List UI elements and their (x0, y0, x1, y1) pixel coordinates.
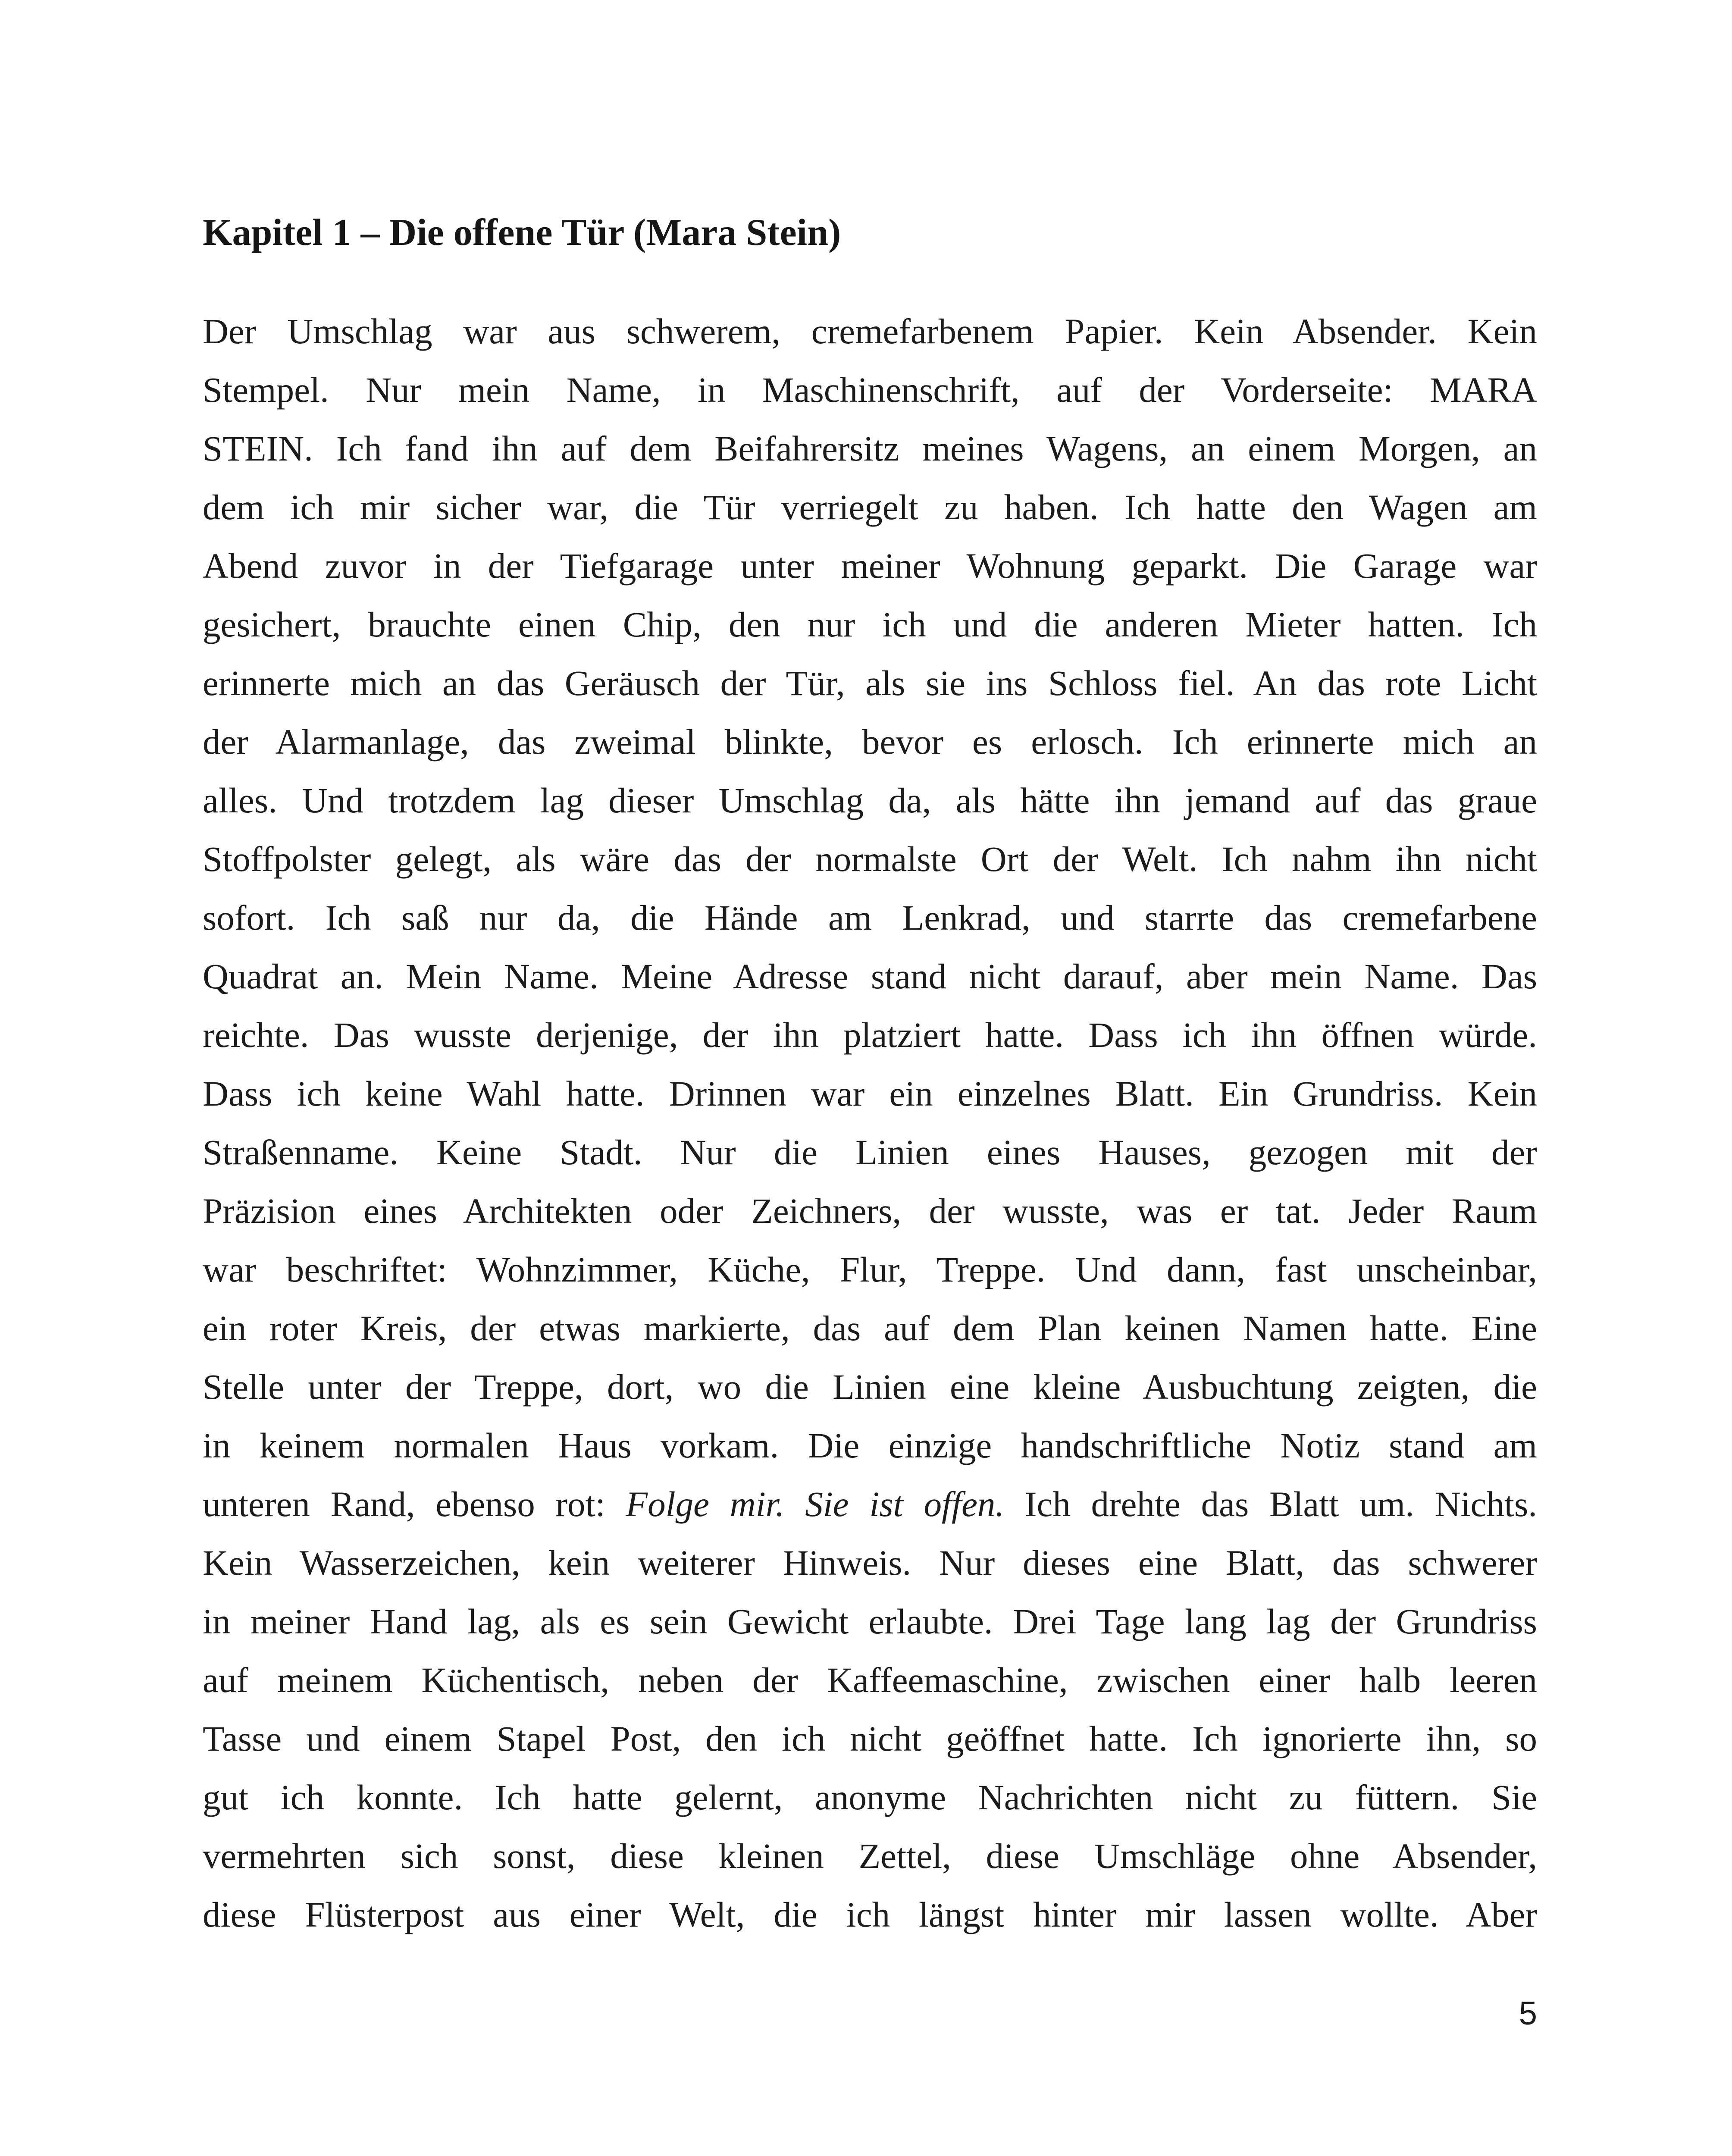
text-line: war beschriftet: Wohnzimmer, Küche, Flur, Treppe. Und dann, fast unscheinbar, (203, 1250, 1537, 1289)
text-line: dem ich mir sicher war, die Tür verriegelt zu haben. Ich hatte den Wagen am (203, 487, 1537, 527)
text-line: Kein Wasserzeichen, kein weiterer Hinweis. Nur dieses eine Blatt, das schwerer (203, 1543, 1537, 1583)
page-number: 5 (1519, 1995, 1537, 2032)
text-line: Der Umschlag war aus schwerem, cremefarbenem Papier. Kein Absender. Kein (203, 311, 1537, 351)
text-line: reichte. Das wusste derjenige, der ihn platziert hatte. Dass ich ihn öffnen würde. (203, 1015, 1537, 1055)
text-line: in keinem normalen Haus vorkam. Die einzige handschriftliche Notiz stand am (203, 1426, 1537, 1465)
text-line: Abend zuvor in der Tiefgarage unter meiner Wohnung geparkt. Die Garage war (203, 546, 1537, 586)
handwritten-note-text: Folge mir. Sie ist offen. (626, 1484, 1005, 1524)
text-line: in meiner Hand lag, als es sein Gewicht erlaubte. Drei Tage lang lag der Grundriss (203, 1601, 1537, 1641)
text-line: der Alarmanlage, das zweimal blinkte, bevor es erlosch. Ich erinnerte mich an (203, 722, 1537, 761)
text-line: Tasse und einem Stapel Post, den ich nicht geöffnet hatte. Ich ignorierte ihn, so (203, 1719, 1537, 1758)
text-fragment: unteren Rand, ebenso rot: (203, 1484, 626, 1524)
text-fragment: Ich drehte das Blatt um. Nichts. (1004, 1484, 1537, 1524)
text-line-with-italic-note (203, 1475, 1537, 1533)
text-line: ein roter Kreis, der etwas markierte, das auf dem Plan keinen Namen hatte. Eine (203, 1308, 1537, 1348)
text-line: Dass ich keine Wahl hatte. Drinnen war ein einzelnes Blatt. Ein Grundriss. Kein (203, 1074, 1537, 1113)
text-line: Straßenname. Keine Stadt. Nur die Linien eines Hauses, gezogen mit der (203, 1132, 1537, 1172)
chapter-title: Kapitel 1 – Die offene Tür (Mara Stein) (203, 212, 841, 254)
text-line: Stoffpolster gelegt, als wäre das der normalste Ort der Welt. Ich nahm ihn nicht (203, 839, 1537, 879)
text-line: gesichert, brauchte einen Chip, den nur ich und die anderen Mieter hatten. Ich (203, 605, 1537, 644)
text-line: diese Flüsterpost aus einer Welt, die ich längst hinter mir lassen wollte. Aber (203, 1895, 1537, 1934)
text-line: STEIN. Ich fand ihn auf dem Beifahrersitz meines Wagens, an einem Morgen, an (203, 429, 1537, 468)
text-line: Stempel. Nur mein Name, in Maschinenschrift, auf der Vorderseite: MARA (203, 370, 1537, 410)
text-line: auf meinem Küchentisch, neben der Kaffeemaschine, zwischen einer halb leeren (203, 1660, 1537, 1700)
text-line: Stelle unter der Treppe, dort, wo die Linien eine kleine Ausbuchtung zeigten, die (203, 1367, 1537, 1407)
text-line: vermehrten sich sonst, diese kleinen Zettel, diese Umschläge ohne Absender, (203, 1836, 1537, 1876)
text-line: gut ich konnte. Ich hatte gelernt, anonyme Nachrichten nicht zu füttern. Sie (203, 1777, 1537, 1817)
text-line: erinnerte mich an das Geräusch der Tür, als sie ins Schloss fiel. An das rote Licht (203, 663, 1537, 703)
text-line: alles. Und trotzdem lag dieser Umschlag da, als hätte ihn jemand auf das graue (203, 780, 1537, 820)
text-line: Präzision eines Architekten oder Zeichners, der wusste, was er tat. Jeder Raum (203, 1191, 1537, 1231)
text-line: sofort. Ich saß nur da, die Hände am Lenkrad, und starrte das cremefarbene (203, 898, 1537, 937)
text-line: Quadrat an. Mein Name. Meine Adresse stand nicht darauf, aber mein Name. Das (203, 956, 1537, 996)
chapter-body-text (203, 302, 1537, 1944)
